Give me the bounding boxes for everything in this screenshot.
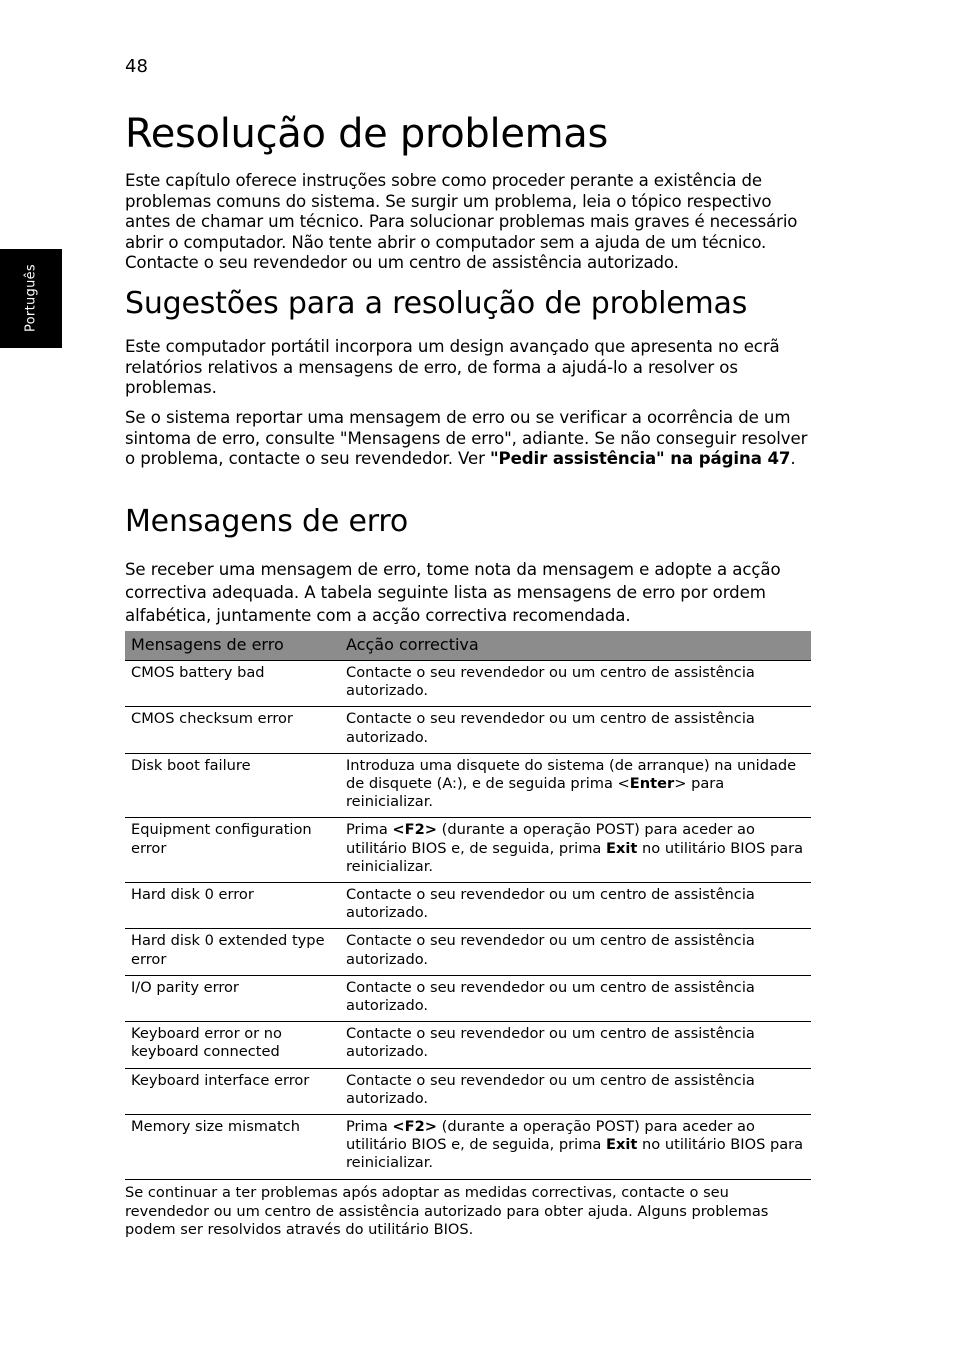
cross-reference-link[interactable]: "Pedir assistência" na página 47: [490, 449, 791, 469]
action-text: no utilitário BIOS para reinicializar.: [346, 1136, 804, 1172]
section-heading-error-messages: Mensagens de erro: [125, 504, 408, 539]
error-messages-paragraph: Se receber uma mensagem de erro, tome nota da mensagem e adopte a acção correctiva adequada. A tabela seguinte lista as mensagens de erro por ordem alfabética, juntamente com a acção correctiva recomendada.: [125, 560, 781, 625]
action-text: Prima: [346, 821, 393, 839]
action-text: (durante a operação POST) para aceder ao utilitário BIOS e, de seguida, prima: [346, 1118, 755, 1154]
error-message-cell: Keyboard interface error: [125, 1068, 340, 1114]
error-message-cell: CMOS checksum error: [125, 707, 340, 753]
table-row: [125, 707, 811, 753]
footer-note: Se continuar a ter problemas após adoptar as medidas correctivas, contacte o seu revendedor ou um centro de assistência autorizado para obter ajuda. Alguns problemas podem ser resolvidos através do utilitário BIOS.: [125, 1184, 769, 1239]
header-corrective-action: Acção correctiva: [340, 631, 811, 661]
corrective-action-cell: Contacte o seu revendedor ou um centro de assistência autorizado.: [340, 975, 811, 1021]
corrective-action-cell: Contacte o seu revendedor ou um centro de assistência autorizado.: [340, 707, 811, 753]
suggestions-paragraph-2-text: Se o sistema reportar uma mensagem de erro ou se verificar a ocorrência de um sintoma de erro, consulte "Mensagens de erro", adiante. Se não conseguir resolver o problema, contacte o seu revendedor. Ver: [125, 408, 808, 469]
error-message-cell: Disk boot failure: [125, 753, 340, 818]
corrective-action-cell: Contacte o seu revendedor ou um centro de assistência autorizado.: [340, 929, 811, 975]
corrective-action-cell: Contacte o seu revendedor ou um centro de assistência autorizado.: [340, 1068, 811, 1114]
error-message-cell: CMOS battery bad: [125, 661, 340, 707]
suggestions-paragraph-1: Este computador portátil incorpora um design avançado que apresenta no ecrã relatórios relativos a mensagens de erro, de forma a ajudá-lo a resolver os problemas.: [125, 337, 780, 398]
table-header-row: [125, 631, 811, 661]
header-error-message: Mensagens de erro: [125, 631, 340, 661]
table-row: [125, 818, 811, 883]
key-name: Exit: [606, 1136, 638, 1154]
error-message-cell: Memory size mismatch: [125, 1115, 340, 1180]
table-row: [125, 883, 811, 929]
table-row: [125, 1068, 811, 1114]
key-name: <F2>: [392, 821, 437, 839]
suggestions-paragraph-2-end: .: [790, 449, 796, 469]
corrective-action-cell: [340, 818, 811, 883]
error-message-cell: Equipment configuration error: [125, 818, 340, 883]
table-row: [125, 1115, 811, 1180]
corrective-action-cell: [340, 1115, 811, 1180]
error-message-cell: Hard disk 0 error: [125, 883, 340, 929]
corrective-action-cell: Contacte o seu revendedor ou um centro de assistência autorizado.: [340, 883, 811, 929]
page-title: Resolução de problemas: [125, 111, 609, 157]
section-heading-suggestions: Sugestões para a resolução de problemas: [125, 286, 748, 321]
suggestions-paragraph-2: [125, 408, 815, 470]
corrective-action-cell: Contacte o seu revendedor ou um centro de assistência autorizado.: [340, 1022, 811, 1068]
language-side-tab: [0, 249, 62, 348]
table-row: [125, 661, 811, 707]
table-row: [125, 929, 811, 975]
action-text: Prima: [346, 1118, 393, 1136]
error-message-cell: Hard disk 0 extended type error: [125, 929, 340, 975]
error-message-cell: I/O parity error: [125, 975, 340, 1021]
action-text: no utilitário BIOS para reinicializar.: [346, 839, 804, 875]
action-text: (durante a operação POST) para aceder ao utilitário BIOS e, de seguida, prima: [346, 821, 755, 857]
error-messages-table: [125, 631, 811, 1180]
action-text: > para reinicializar.: [346, 775, 725, 811]
action-text: Introduza uma disquete do sistema (de arranque) na unidade de disquete (A:), e de seguida prima <: [346, 756, 797, 793]
key-name: Enter: [629, 775, 675, 793]
corrective-action-cell: [340, 753, 811, 818]
table-row: [125, 753, 811, 818]
key-name: Exit: [606, 839, 638, 857]
page-number: 48: [125, 56, 148, 77]
table-row: [125, 1022, 811, 1068]
language-label: Português: [23, 264, 39, 332]
error-message-cell: Keyboard error or no keyboard connected: [125, 1022, 340, 1068]
table-row: [125, 975, 811, 1021]
key-name: <F2>: [392, 1118, 437, 1136]
intro-paragraph: Este capítulo oferece instruções sobre como proceder perante a existência de problemas comuns do sistema. Se surgir um problema, leia o tópico respectivo antes de chamar um técnico. Para solucionar problemas mais graves é necessário abrir o computador. Não tente abrir o computador sem a ajuda de um técnico. Contacte o seu revendedor ou um centro de assistência autorizado.: [125, 171, 798, 273]
corrective-action-cell: Contacte o seu revendedor ou um centro de assistência autorizado.: [340, 661, 811, 707]
